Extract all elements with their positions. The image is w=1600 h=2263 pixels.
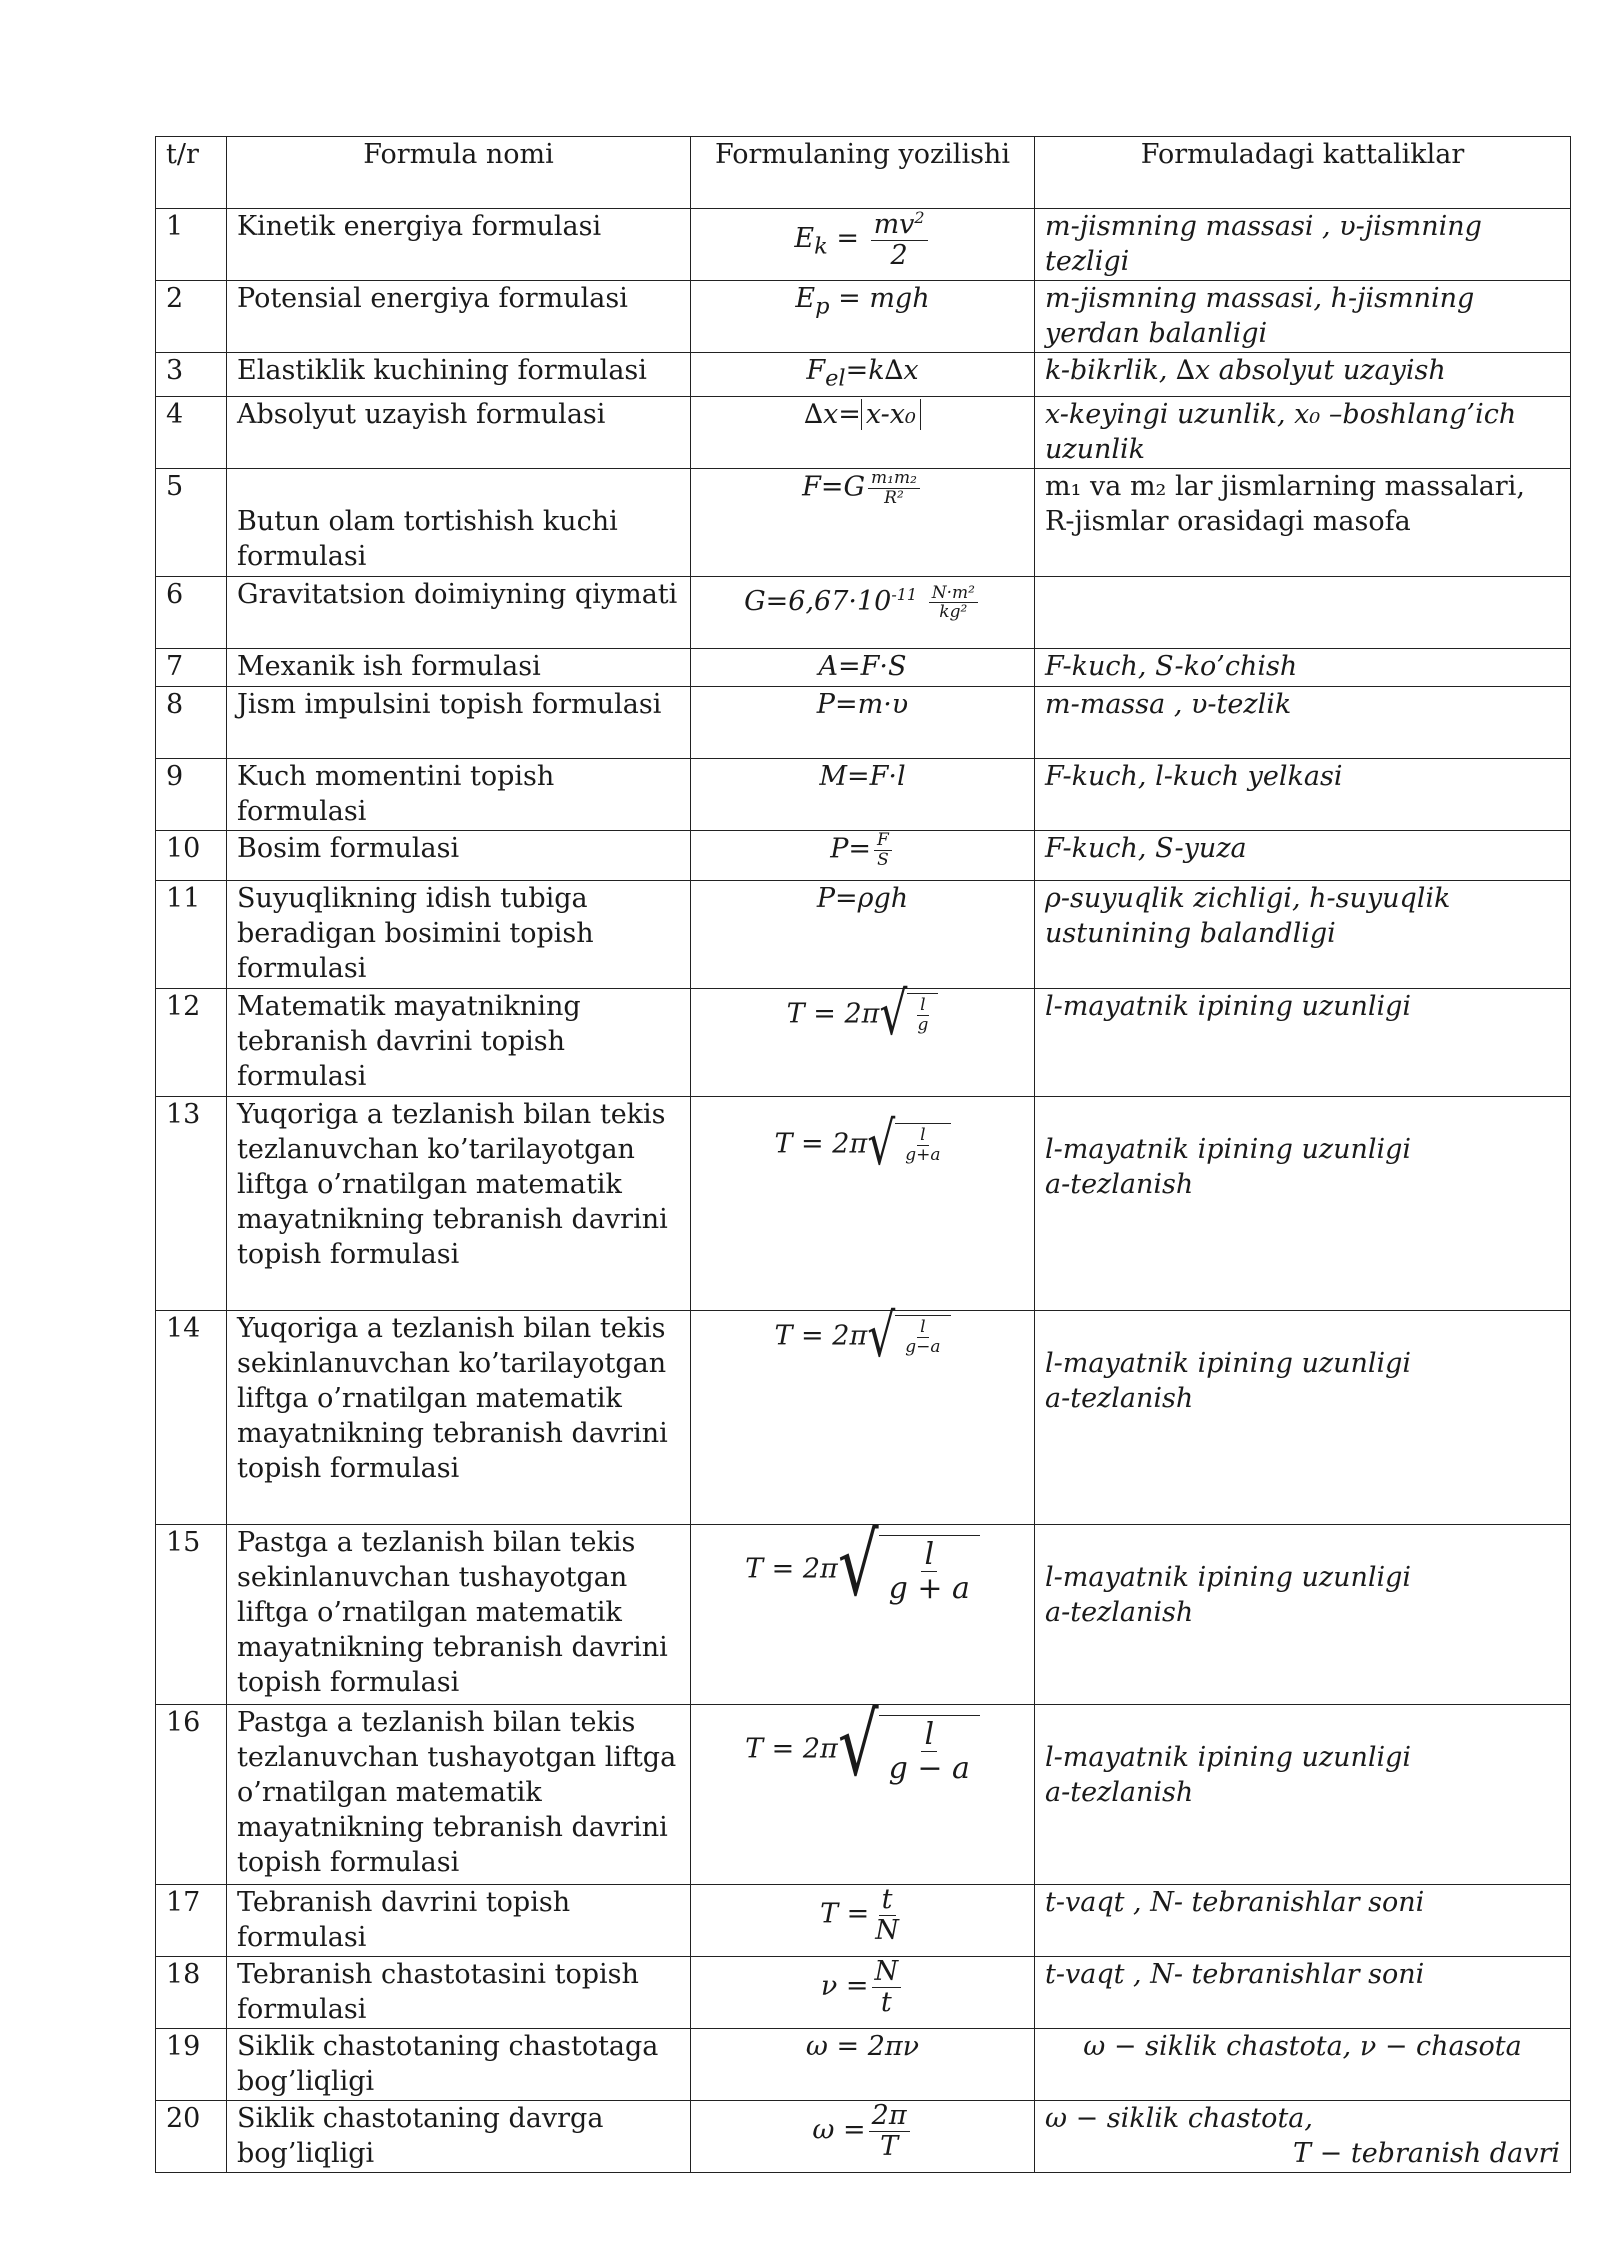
- quantities: [1035, 577, 1571, 649]
- table-row: [156, 1705, 1571, 1885]
- formula-name: Siklik chastotaning davrga bog’liqligi: [227, 2101, 691, 2173]
- formula-cell: P= $\frac{F}{S}$: [691, 831, 1035, 881]
- formula-name: Elastiklik kuchining formulasi: [227, 353, 691, 397]
- row-number: 2: [156, 281, 227, 353]
- quantities: l-mayatnik ipining uzunligi: [1035, 989, 1571, 1097]
- formula-cell: F=G $\frac{\text{m₁m₂}}{\text{R²}}$: [691, 469, 1035, 577]
- quantities: m-jismning massasi , υ-jismning tezligi: [1035, 209, 1571, 281]
- table-row: [156, 281, 1571, 353]
- formula-cell: ω = $\frac{2\pi}{T}$: [691, 2101, 1035, 2173]
- row-number: 10: [156, 831, 227, 881]
- table-row: [156, 1525, 1571, 1705]
- formula-name: Kuch momentini topish formulasi: [227, 759, 691, 831]
- table-row: [156, 989, 1571, 1097]
- row-number: 8: [156, 687, 227, 759]
- formula-name: Tebranish davrini topish formulasi: [227, 1885, 691, 1957]
- formula-cell: T = 2π √ $\frac{l}{g - a}$: [691, 1705, 1035, 1885]
- formula-cell: P=m·υ: [691, 687, 1035, 759]
- row-number: 5: [156, 469, 227, 577]
- formula-cell: A=F·S: [691, 649, 1035, 687]
- quantity-angular-frequency: ω − siklik chastota,: [1045, 2103, 1313, 2135]
- formula-name: Gravitatsion doimiyning qiymati: [227, 577, 691, 649]
- fraction: $\frac{l}{g-a}$: [905, 1317, 941, 1358]
- square-root: √ $\frac{l}{g}$: [879, 993, 938, 1037]
- fraction: $\frac{\text{m₁m₂}}{\text{R²}}$: [868, 469, 920, 507]
- formula-name: Jism impulsini topish formulasi: [227, 687, 691, 759]
- quantities: k-bikrlik, ∆x absolyut uzayish: [1035, 353, 1571, 397]
- quantity-acceleration: a-tezlanish: [1045, 1383, 1194, 1415]
- formula-name: Tebranish chastotasini topish formulasi: [227, 1957, 691, 2029]
- fraction: $\frac{mv^2}{2}$: [871, 209, 928, 270]
- header-formula-writing: Formulaning yozilishi: [691, 137, 1035, 209]
- header-quantities: Formuladagi kattaliklar: [1035, 137, 1571, 209]
- square-root: √ $\frac{l}{g - a}$: [838, 1715, 980, 1785]
- quantities: F-kuch, S-ko’chish: [1035, 649, 1571, 687]
- header-number: t/r: [156, 137, 227, 209]
- formula-cell: $F_{el}=k\Delta x$: [691, 353, 1035, 397]
- quantity-period: T − tebranish davri: [1293, 2138, 1560, 2170]
- formula-name: Potensial energiya formulasi: [227, 281, 691, 353]
- table-row: [156, 759, 1571, 831]
- row-number: 1: [156, 209, 227, 281]
- formula-name: Bosim formulasi: [227, 831, 691, 881]
- quantity-acceleration: a-tezlanish: [1045, 1169, 1194, 1201]
- formula-name: Yuqoriga a tezlanish bilan tekis sekinlanuvchan ko’tarilayotgan liftga o’rnatilgan matematik mayatnikning tebranish davrini topish formulasi: [227, 1311, 691, 1525]
- formula-cell: ∆x= x-x₀: [691, 397, 1035, 469]
- quantities: [1035, 1311, 1571, 1525]
- square-root: √ $\frac{l}{g+a}$: [867, 1123, 950, 1167]
- table-row: [156, 397, 1571, 469]
- formula-cell: $G=6,67\cdot 10^{-11}$ $\frac{\text{N·m²}}{\text{kg²}}$: [691, 577, 1035, 649]
- formula-name: Pastga a tezlanish bilan tekis tezlanuvchan tushayotgan liftga o’rnatilgan matematik mayatnikning tebranish davrini topish formulasi: [227, 1705, 691, 1885]
- row-number: 12: [156, 989, 227, 1097]
- formula-cell: T = 2π √ $\frac{l}{g + a}$: [691, 1525, 1035, 1705]
- row-number: 18: [156, 1957, 227, 2029]
- row-number: 4: [156, 397, 227, 469]
- row-number: 11: [156, 881, 227, 989]
- row-number: 3: [156, 353, 227, 397]
- fraction: $\frac{2\pi}{T}$: [869, 2101, 910, 2161]
- fraction: $\frac{F}{S}$: [874, 831, 892, 869]
- formula-cell: T = 2π √ $\frac{l}{g}$: [691, 989, 1035, 1097]
- table-row: [156, 209, 1571, 281]
- row-number: 9: [156, 759, 227, 831]
- row-number: 14: [156, 1311, 227, 1525]
- table-row: [156, 687, 1571, 759]
- fraction: $\frac{l}{g+a}$: [905, 1125, 941, 1166]
- formula-name: Yuqoriga a tezlanish bilan tekis tezlanuvchan ko’tarilayotgan liftga o’rnatilgan matematik mayatnikning tebranish davrini topish formulasi: [227, 1097, 691, 1311]
- quantities: [1035, 1705, 1571, 1885]
- row-number: 6: [156, 577, 227, 649]
- formula-cell: T = $\frac{t}{N}$: [691, 1885, 1035, 1957]
- fraction: $\frac{l}{g}$: [917, 995, 929, 1036]
- table-header-row: [156, 137, 1571, 209]
- quantities: t-vaqt , N- tebranishlar soni: [1035, 1885, 1571, 1957]
- fraction: $\frac{N}{t}$: [872, 1957, 902, 2017]
- square-root: √ $\frac{l}{g-a}$: [867, 1315, 950, 1359]
- formula-name: Suyuqlikning idish tubiga beradigan bosimini topish formulasi: [227, 881, 691, 989]
- table-row: [156, 831, 1571, 881]
- row-number: 17: [156, 1885, 227, 1957]
- formula-name: Mexanik ish formulasi: [227, 649, 691, 687]
- quantity-acceleration: a-tezlanish: [1045, 1777, 1194, 1809]
- formula-cell: [691, 209, 1035, 281]
- quantity-acceleration: a-tezlanish: [1045, 1597, 1194, 1629]
- quantities: [1035, 1097, 1571, 1311]
- quantity-length: l-mayatnik ipining uzunligi: [1045, 1134, 1412, 1166]
- formula-table: [155, 136, 1571, 2173]
- square-root: √ $\frac{l}{g + a}$: [838, 1535, 980, 1605]
- table-row: [156, 2101, 1571, 2173]
- table-row: [156, 2029, 1571, 2101]
- row-number: 19: [156, 2029, 227, 2101]
- table-row: [156, 577, 1571, 649]
- quantities: m-jismning massasi, h-jismning yerdan balanligi: [1035, 281, 1571, 353]
- row-number: 16: [156, 1705, 227, 1885]
- quantities: F-kuch, l-kuch yelkasi: [1035, 759, 1571, 831]
- fraction: $\frac{t}{N}$: [875, 1884, 899, 1947]
- table-row: [156, 1311, 1571, 1525]
- formula-cell: T = 2π √ $\frac{l}{g+a}$: [691, 1097, 1035, 1311]
- formula-lhs: $E_k$ =: [794, 223, 859, 260]
- table-row: [156, 1957, 1571, 2029]
- quantities: [1035, 1525, 1571, 1705]
- row-number: 13: [156, 1097, 227, 1311]
- formula-name: Kinetik energiya formulasi: [227, 209, 691, 281]
- quantities: ρ-suyuqlik zichligi, h-suyuqlik ustunining balandligi: [1035, 881, 1571, 989]
- fraction: $\frac{l}{g - a}$: [888, 1717, 970, 1787]
- table-row: [156, 469, 1571, 577]
- formula-name: Absolyut uzayish formulasi: [227, 397, 691, 469]
- quantities: m-massa , υ-tezlik: [1035, 687, 1571, 759]
- table-row: [156, 353, 1571, 397]
- formula-name: Butun olam tortishish kuchi formulasi: [227, 469, 691, 577]
- quantities: F-kuch, S-yuza: [1035, 831, 1571, 881]
- quantities: ω − siklik chastota, ν − chasota: [1035, 2029, 1571, 2101]
- formula-cell: P=ρgh: [691, 881, 1035, 989]
- formula-cell: T = 2π √ $\frac{l}{g-a}$: [691, 1311, 1035, 1525]
- row-number: 15: [156, 1525, 227, 1705]
- fraction: $\frac{\text{N·m²}}{\text{kg²}}$: [929, 584, 978, 622]
- formula-cell: ν = $\frac{N}{t}$: [691, 1957, 1035, 2029]
- header-formula-name: Formula nomi: [227, 137, 691, 209]
- table-row: [156, 881, 1571, 989]
- fraction: $\frac{l}{g + a}$: [888, 1537, 970, 1607]
- formula-cell: ω = 2πν: [691, 2029, 1035, 2101]
- formula-cell: M=F·l: [691, 759, 1035, 831]
- quantities: m₁ va m₂ lar jismlarning massalari, R-jismlar orasidagi masofa: [1035, 469, 1571, 577]
- quantities: [1035, 2101, 1571, 2173]
- row-number: 20: [156, 2101, 227, 2173]
- quantities: t-vaqt , N- tebranishlar soni: [1035, 1957, 1571, 2029]
- quantity-length: l-mayatnik ipining uzunligi: [1045, 1742, 1412, 1774]
- table-row: [156, 649, 1571, 687]
- formula-name: Pastga a tezlanish bilan tekis sekinlanuvchan tushayotgan liftga o’rnatilgan matematik mayatnikning tebranish davrini topish formulasi: [227, 1525, 691, 1705]
- table-row: [156, 1885, 1571, 1957]
- quantity-length: l-mayatnik ipining uzunligi: [1045, 1562, 1412, 1594]
- formula-name: Matematik mayatnikning tebranish davrini topish formulasi: [227, 989, 691, 1097]
- table-row: [156, 1097, 1571, 1311]
- formula-cell: $E_p$ = mgh: [691, 281, 1035, 353]
- quantities: x-keyingi uzunlik, x₀ –boshlang’ich uzunlik: [1035, 397, 1571, 469]
- absolute-value: x-x₀: [861, 399, 921, 430]
- row-number: 7: [156, 649, 227, 687]
- quantity-length: l-mayatnik ipining uzunligi: [1045, 1348, 1412, 1380]
- formula-name: Siklik chastotaning chastotaga bog’liqligi: [227, 2029, 691, 2101]
